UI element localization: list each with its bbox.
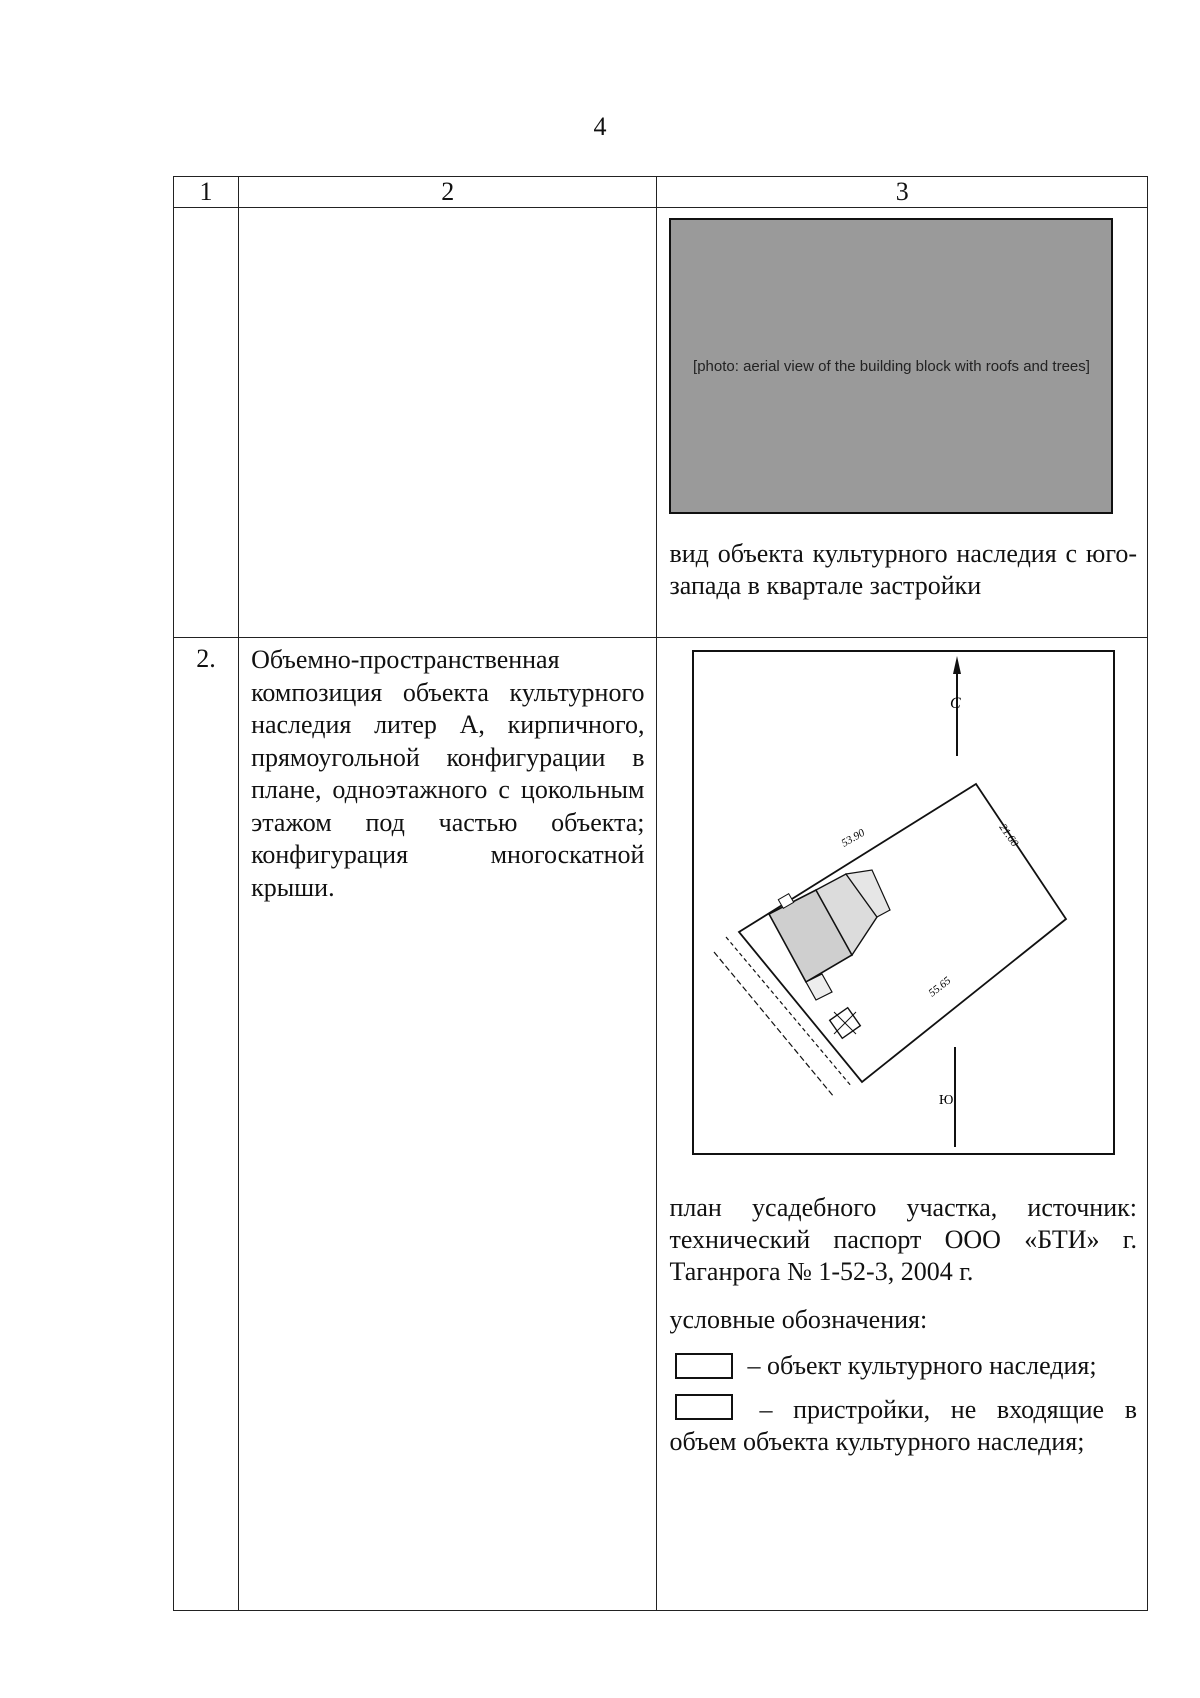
page-number: 4 — [593, 112, 607, 141]
column-header-3: 3 — [657, 177, 1148, 208]
legend-text-heritage: – объект культурного наследия; — [747, 1351, 1097, 1380]
heritage-object-table — [173, 176, 1148, 1611]
site-plan-svg — [694, 652, 1113, 1153]
row-1-number — [174, 208, 239, 638]
site-plan-drawing — [692, 650, 1115, 1155]
row-2-illustration-cell — [657, 638, 1148, 1611]
dimension-label-3: 55.65 — [926, 974, 954, 1000]
plan-caption: план усадебного участка, источник: технический паспорт ООО «БТИ» г. Таганрога № 1-52-3, 2004 г. — [669, 1193, 1137, 1286]
legend-text-annexes: – пристройки, не входящие в объем объекта культурного наследия; — [669, 1395, 1137, 1456]
table-header-row — [174, 177, 1148, 208]
dimension-label-1: 53.90 — [839, 826, 868, 850]
row-2-number: 2. — [174, 638, 239, 1611]
row-2-description: Объемно-пространственная композиция объекта культурного наследия литер А, кирпичного, прямоугольной конфигурации в плане, одноэтажного с цокольным этажом под частью объекта; конфигурация многоскатной крыши. — [239, 638, 657, 1611]
column-header-2: 2 — [239, 177, 657, 208]
legend-item-heritage — [657, 1350, 1147, 1382]
legend-title: условные обозначения: — [669, 1305, 928, 1334]
legend-item-annexes — [657, 1394, 1147, 1458]
north-mark: С — [950, 695, 962, 712]
dimension-label-2: 21.60 — [997, 821, 1022, 849]
row-1-description — [239, 208, 657, 638]
legend-swatch-heritage — [675, 1353, 733, 1379]
aerial-view-photo: [photo: aerial view of the building block with roofs and trees] — [669, 218, 1113, 514]
table-row-1 — [174, 208, 1148, 638]
row-1-illustration-cell — [657, 208, 1148, 638]
photo-caption: вид объекта культурного наследия с юго-запада в квартале застройки — [669, 539, 1137, 600]
table-row-2 — [174, 638, 1148, 1611]
south-mark: Ю — [939, 1093, 954, 1108]
column-header-1: 1 — [174, 177, 239, 208]
legend-swatch-annexes — [675, 1394, 733, 1420]
